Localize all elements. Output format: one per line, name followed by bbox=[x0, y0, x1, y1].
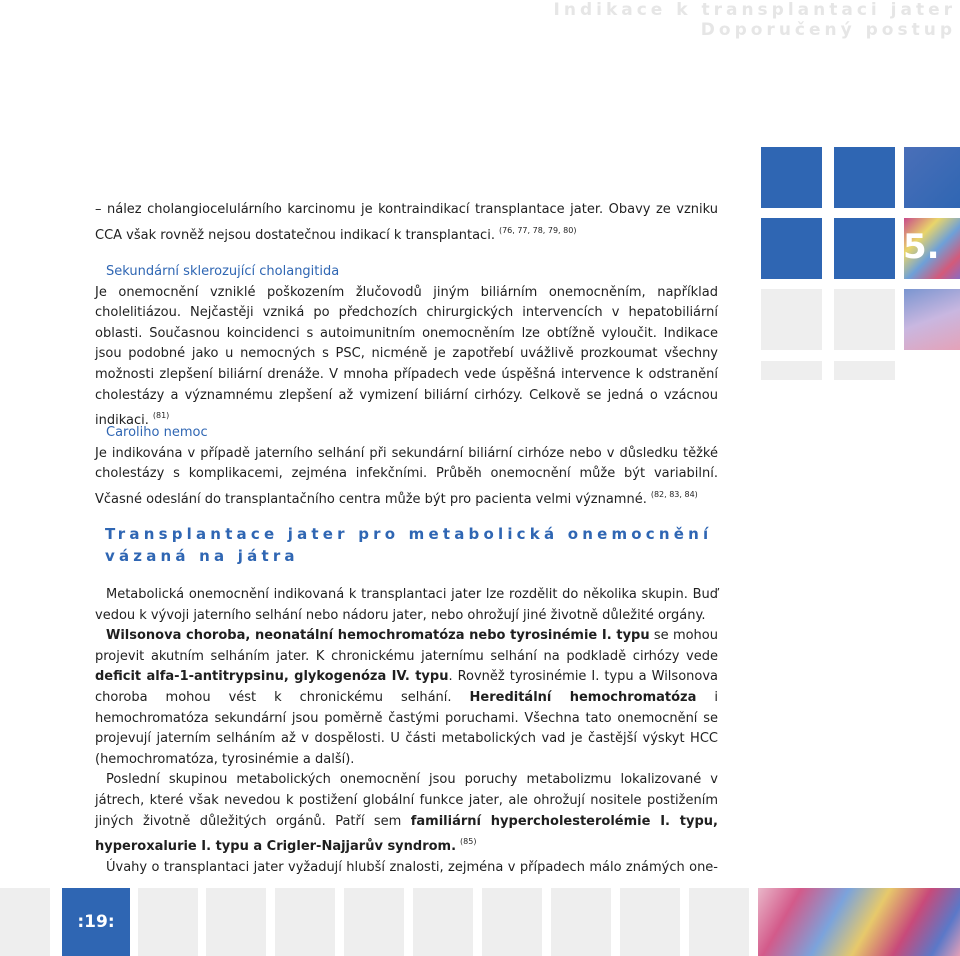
chapter-square bbox=[834, 289, 895, 350]
text-span: se mohou projevit akutním selháním jater. K chronickému jaternímu selhání na podkladě cirhózy vede bbox=[95, 628, 718, 664]
bold-term: Hereditální hemochromatóza bbox=[469, 689, 697, 705]
running-header bbox=[554, 0, 956, 40]
metabolic-paragraph bbox=[95, 770, 718, 857]
chapter-number: 5. bbox=[903, 227, 940, 267]
chapter-art bbox=[904, 289, 960, 350]
header-title: Indikace k transplantaci jater bbox=[553, 0, 956, 20]
footer-square bbox=[0, 888, 50, 956]
bold-term: deficit alfa-1-antitrypsinu, glykogenóza IV. typu bbox=[95, 669, 449, 685]
chapter-art bbox=[904, 147, 960, 208]
footer-square bbox=[138, 888, 198, 956]
bold-term: Wilsonova choroba, neonatální hemochromatóza nebo tyrosinémie I. typu bbox=[106, 628, 650, 644]
chapter-square bbox=[834, 147, 895, 208]
chapter-square bbox=[761, 289, 822, 350]
text-span: i hemochromatóza sekundární jsou poměrně častými poruchami. Všechna tato onemocnění se projevují jaterním selháním až v dospělosti. U části metabolických vad je častější výskyt HCC (hemochromatóza, tyrosinémie a další). bbox=[95, 689, 718, 767]
footer-square bbox=[482, 888, 542, 956]
psc-text: Je onemocnění vzniklé poškozením žlučovodů jiným biliárním onemocněním, například cholelitiázou. Nejčastěji vzniká po předchozích chirurgických intervencích v hepatobiliární oblasti. Současnou koincidenci s autoimunitním onemocněním lze obtížně vyloučit. Indikace jsou podobné jako u nemocných s PSC, nicméně je zapotřebí uvážlivě prozkoumat všechny možnosti zlepšení biliární drenáže. V mnoha případech vede úspěšná intervence k odstranění cholestázy a významnému zlepšení až vymizení biliární cirhózy. Celkově se jedná o vzácnou indikaci. bbox=[95, 284, 718, 429]
footer-square bbox=[689, 888, 749, 956]
chapter-square bbox=[761, 361, 822, 380]
metabolic-heading: Transplantace jater pro metabolická onemocnění vázaná na játra bbox=[105, 525, 713, 565]
metabolic-section bbox=[95, 585, 718, 878]
page-number: :19: bbox=[62, 888, 130, 956]
footer-square bbox=[620, 888, 680, 956]
caroli-text: Je indikována v případě jaterního selhání při sekundární biliární cirhóze nebo v důsledku těžké cholestázy s komplikacemi, zejména infekčními. Průběh onemocnění může být variabilní. Včasné odeslání do transplantačního centra může být pro pacienta velmi významné. bbox=[95, 445, 718, 507]
section-heading: Sekundární sklerozující cholangitida bbox=[106, 264, 340, 279]
intro-text: – nález cholangiocelulárního karcinomu je kontraindikací transplantace jater. Obavy ze vzniku CCA však rovněž nejsou dostatečnou indikací k transplantaci. bbox=[95, 202, 718, 243]
chapter-square bbox=[761, 147, 822, 208]
footer-square bbox=[344, 888, 404, 956]
psc-section bbox=[95, 262, 718, 432]
footer-square bbox=[275, 888, 335, 956]
chapter-square bbox=[834, 361, 895, 380]
footer-square bbox=[551, 888, 611, 956]
section-heading: Caroliho nemoc bbox=[106, 425, 208, 440]
metabolic-paragraph: Metabolická onemocnění indikovaná k transplantaci jater lze rozdělit do několika skupin. Buď vedou k vývoji jaterního selhání nebo nádoru jater, nebo ohrožují jiné životně důležité orgány. bbox=[95, 587, 718, 623]
metabolic-paragraph bbox=[95, 626, 718, 770]
metabolic-paragraph: Úvahy o transplantaci jater vyžadují hlubší znalosti, zejména v případech málo známých one- bbox=[106, 859, 718, 875]
header-subtitle: Doporučený postup bbox=[700, 20, 956, 40]
footer-square bbox=[413, 888, 473, 956]
reference: (76, 77, 78, 79, 80) bbox=[498, 225, 577, 235]
reference: (81) bbox=[152, 411, 170, 421]
text-span: . Rovněž tyrosinémie I. typu a Wilsonova choroba mohou vést k chronickému selhání. bbox=[95, 669, 718, 705]
bold-term: familiární hypercholesterolémie I. typu, hyperoxalurie I. typu a Crigler-Najjarův syndrom. bbox=[95, 813, 718, 855]
chapter-square bbox=[834, 218, 895, 279]
chapter-square bbox=[761, 218, 822, 279]
footer-art bbox=[758, 888, 960, 956]
intro-paragraph bbox=[95, 200, 718, 246]
reference: (85) bbox=[460, 837, 477, 847]
caroli-section bbox=[95, 423, 718, 510]
text-span: Poslední skupinou metabolických onemocnění jsou poruchy metabolizmu lokalizované v játrech, které však nevedou k postižení globální funkce jater, ale ohrožují nositele postižením jiných životně důležitých orgánů. Patří sem bbox=[95, 772, 718, 829]
footer-square bbox=[206, 888, 266, 956]
reference: (82, 83, 84) bbox=[650, 489, 698, 499]
